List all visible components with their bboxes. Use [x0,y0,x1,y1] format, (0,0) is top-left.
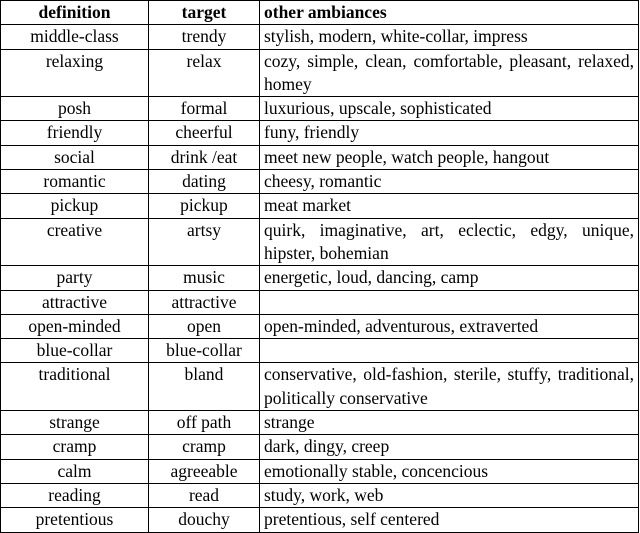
cell-ambiances: cheesy, romantic [260,170,639,194]
table-row [1,218,639,266]
cell-definition: calm [1,459,149,483]
table-row [1,266,639,290]
cell-target: bland [149,363,260,411]
table-row [1,170,639,194]
header-row [1,1,639,25]
cell-definition: romantic [1,170,149,194]
cell-definition: reading [1,483,149,507]
cell-ambiances: cozy, simple, clean, comfortable, pleasant, relaxed, homey [260,49,639,97]
cell-target: cramp [149,435,260,459]
cell-definition: pickup [1,194,149,218]
cell-definition: cramp [1,435,149,459]
cell-ambiances: stylish, modern, white-collar, impress [260,25,639,49]
table-row [1,97,639,121]
table-row [1,483,639,507]
table-row [1,339,639,363]
cell-ambiances: conservative, old-fashion, sterile, stuffy, traditional, politically conservative [260,363,639,411]
table-row [1,363,639,411]
cell-target: dating [149,170,260,194]
cell-ambiances [260,290,639,314]
cell-target: music [149,266,260,290]
table-row [1,145,639,169]
cell-target: formal [149,97,260,121]
table-row [1,411,639,435]
cell-definition: pretentious [1,508,149,532]
table-row [1,508,639,532]
cell-definition: attractive [1,290,149,314]
table-row [1,459,639,483]
cell-ambiances: open-minded, adventurous, extraverted [260,314,639,338]
cell-target: drink /eat [149,145,260,169]
cell-definition: open-minded [1,314,149,338]
cell-target: blue-collar [149,339,260,363]
cell-target: agreeable [149,459,260,483]
cell-ambiances: pretentious, self centered [260,508,639,532]
cell-ambiances: quirk, imaginative, art, eclectic, edgy, unique, hipster, bohemian [260,218,639,266]
cell-target: read [149,483,260,507]
cell-target: douchy [149,508,260,532]
cell-target: trendy [149,25,260,49]
header-target: target [149,1,260,25]
cell-definition: creative [1,218,149,266]
cell-ambiances: funy, friendly [260,121,639,145]
cell-ambiances: emotionally stable, concencious [260,459,639,483]
table-row [1,435,639,459]
cell-target: relax [149,49,260,97]
cell-definition: traditional [1,363,149,411]
cell-definition: social [1,145,149,169]
header-other-ambiances: other ambiances [260,1,639,25]
cell-ambiances: luxurious, upscale, sophisticated [260,97,639,121]
cell-definition: posh [1,97,149,121]
table-row [1,194,639,218]
cell-ambiances [260,339,639,363]
table-row [1,290,639,314]
cell-ambiances: strange [260,411,639,435]
cell-ambiances: study, work, web [260,483,639,507]
cell-ambiances: meat market [260,194,639,218]
cell-definition: relaxing [1,49,149,97]
cell-target: pickup [149,194,260,218]
cell-target: artsy [149,218,260,266]
table-row [1,25,639,49]
cell-definition: party [1,266,149,290]
table-row [1,121,639,145]
cell-ambiances: energetic, loud, dancing, camp [260,266,639,290]
cell-definition: blue-collar [1,339,149,363]
cell-target: open [149,314,260,338]
cell-ambiances: dark, dingy, creep [260,435,639,459]
cell-ambiances: meet new people, watch people, hangout [260,145,639,169]
cell-target: cheerful [149,121,260,145]
table-body [1,25,639,532]
cell-target: off path [149,411,260,435]
cell-definition: friendly [1,121,149,145]
cell-target: attractive [149,290,260,314]
table-row [1,314,639,338]
cell-definition: strange [1,411,149,435]
header-definition: definition [1,1,149,25]
table-row [1,49,639,97]
cell-definition: middle-class [1,25,149,49]
